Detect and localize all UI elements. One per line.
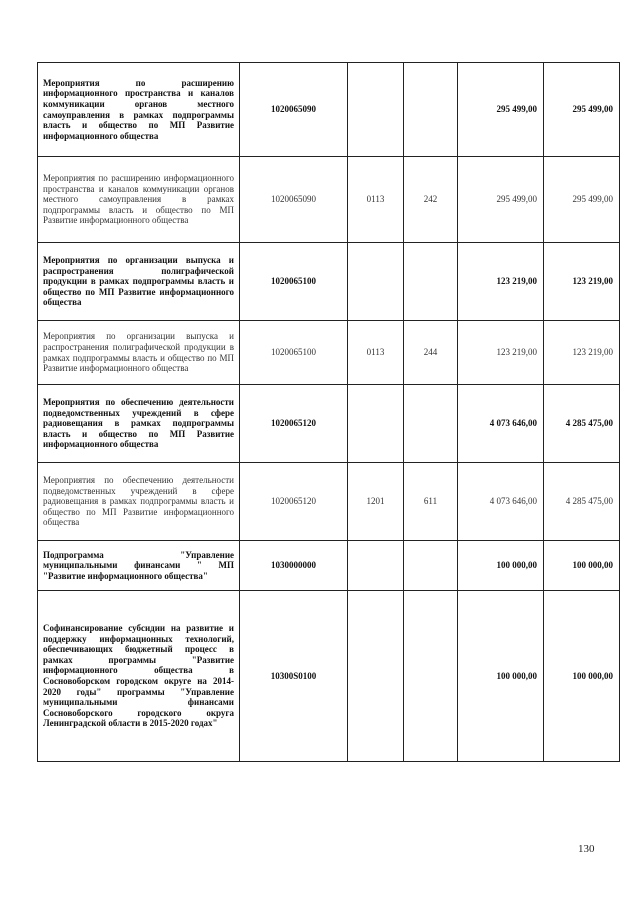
table-row — [38, 541, 620, 591]
sum-year-1: 295 499,00 — [458, 63, 544, 157]
section-code — [348, 541, 404, 591]
section-code — [348, 243, 404, 321]
row-name: Мероприятия по обеспечению деятельности подведомственных учреждений в сфере радиовещания в рамках подпрограммы власть и общество по МП Развитие информационного общества — [38, 385, 240, 463]
section-code: 0113 — [348, 157, 404, 243]
sum-year-2: 123 219,00 — [544, 321, 620, 385]
expense-type — [404, 591, 458, 762]
target-code: 1020065090 — [240, 157, 348, 243]
expense-type — [404, 243, 458, 321]
expense-type — [404, 385, 458, 463]
row-name: Мероприятия по расширению информационного пространства и каналов коммуникации органов местного самоуправления в рамках подпрограммы власть и общество по МП Развитие информационного общества — [38, 63, 240, 157]
sum-year-1: 295 499,00 — [458, 157, 544, 243]
target-code: 10300S0100 — [240, 591, 348, 762]
target-code: 1030000000 — [240, 541, 348, 591]
table-row — [38, 321, 620, 385]
table-row — [38, 157, 620, 243]
section-code — [348, 63, 404, 157]
sum-year-1: 100 000,00 — [458, 591, 544, 762]
sum-year-2: 295 499,00 — [544, 157, 620, 243]
target-code: 1020065120 — [240, 463, 348, 541]
table-row — [38, 463, 620, 541]
expense-type: 242 — [404, 157, 458, 243]
sum-year-1: 100 000,00 — [458, 541, 544, 591]
sum-year-2: 100 000,00 — [544, 541, 620, 591]
sum-year-2: 4 285 475,00 — [544, 463, 620, 541]
table-row — [38, 385, 620, 463]
section-code: 1201 — [348, 463, 404, 541]
expense-type: 244 — [404, 321, 458, 385]
row-name: Подпрограмма "Управление муниципальными финансами " МП "Развитие информационного общества" — [38, 541, 240, 591]
table-row — [38, 63, 620, 157]
sum-year-1: 4 073 646,00 — [458, 385, 544, 463]
section-code — [348, 591, 404, 762]
target-code: 1020065120 — [240, 385, 348, 463]
row-name: Мероприятия по расширению информационного пространства и каналов коммуникации органов местного самоуправления в рамках подпрограммы власть и общество по МП Развитие информационного общества — [38, 157, 240, 243]
section-code: 0113 — [348, 321, 404, 385]
sum-year-2: 295 499,00 — [544, 63, 620, 157]
section-code — [348, 385, 404, 463]
row-name: Мероприятия по организации выпуска и распространения полиграфической продукции в рамках подпрограммы власть и общество по МП Развитие информационного общества — [38, 243, 240, 321]
target-code: 1020065100 — [240, 243, 348, 321]
row-name: Софинансирование субсидии на развитие и поддержку информационных технологий, обеспечивающих бюджетный процесс в рамках программы "Развитие информационного общества в Сосновоборском городском округе на 2014-2020 годы" программы "Управление муниципальными финансами Сосновоборского городского округа Ленинградской области в 2015-2020 годах" — [38, 591, 240, 762]
sum-year-1: 123 219,00 — [458, 243, 544, 321]
row-name: Мероприятия по обеспечению деятельности подведомственных учреждений в сфере радиовещания в рамках подпрограммы власть и общество по МП Развитие информационного общества — [38, 463, 240, 541]
sum-year-2: 123 219,00 — [544, 243, 620, 321]
page-number: 130 — [578, 843, 595, 855]
table-row — [38, 243, 620, 321]
sum-year-2: 4 285 475,00 — [544, 385, 620, 463]
expense-type — [404, 63, 458, 157]
row-name: Мероприятия по организации выпуска и распространения полиграфической продукции в рамках подпрограммы власть и общество по МП Развитие информационного общества — [38, 321, 240, 385]
table-row — [38, 591, 620, 762]
sum-year-1: 4 073 646,00 — [458, 463, 544, 541]
sum-year-1: 123 219,00 — [458, 321, 544, 385]
sum-year-2: 100 000,00 — [544, 591, 620, 762]
expense-type: 611 — [404, 463, 458, 541]
budget-table — [37, 62, 620, 762]
expense-type — [404, 541, 458, 591]
target-code: 1020065100 — [240, 321, 348, 385]
target-code: 1020065090 — [240, 63, 348, 157]
